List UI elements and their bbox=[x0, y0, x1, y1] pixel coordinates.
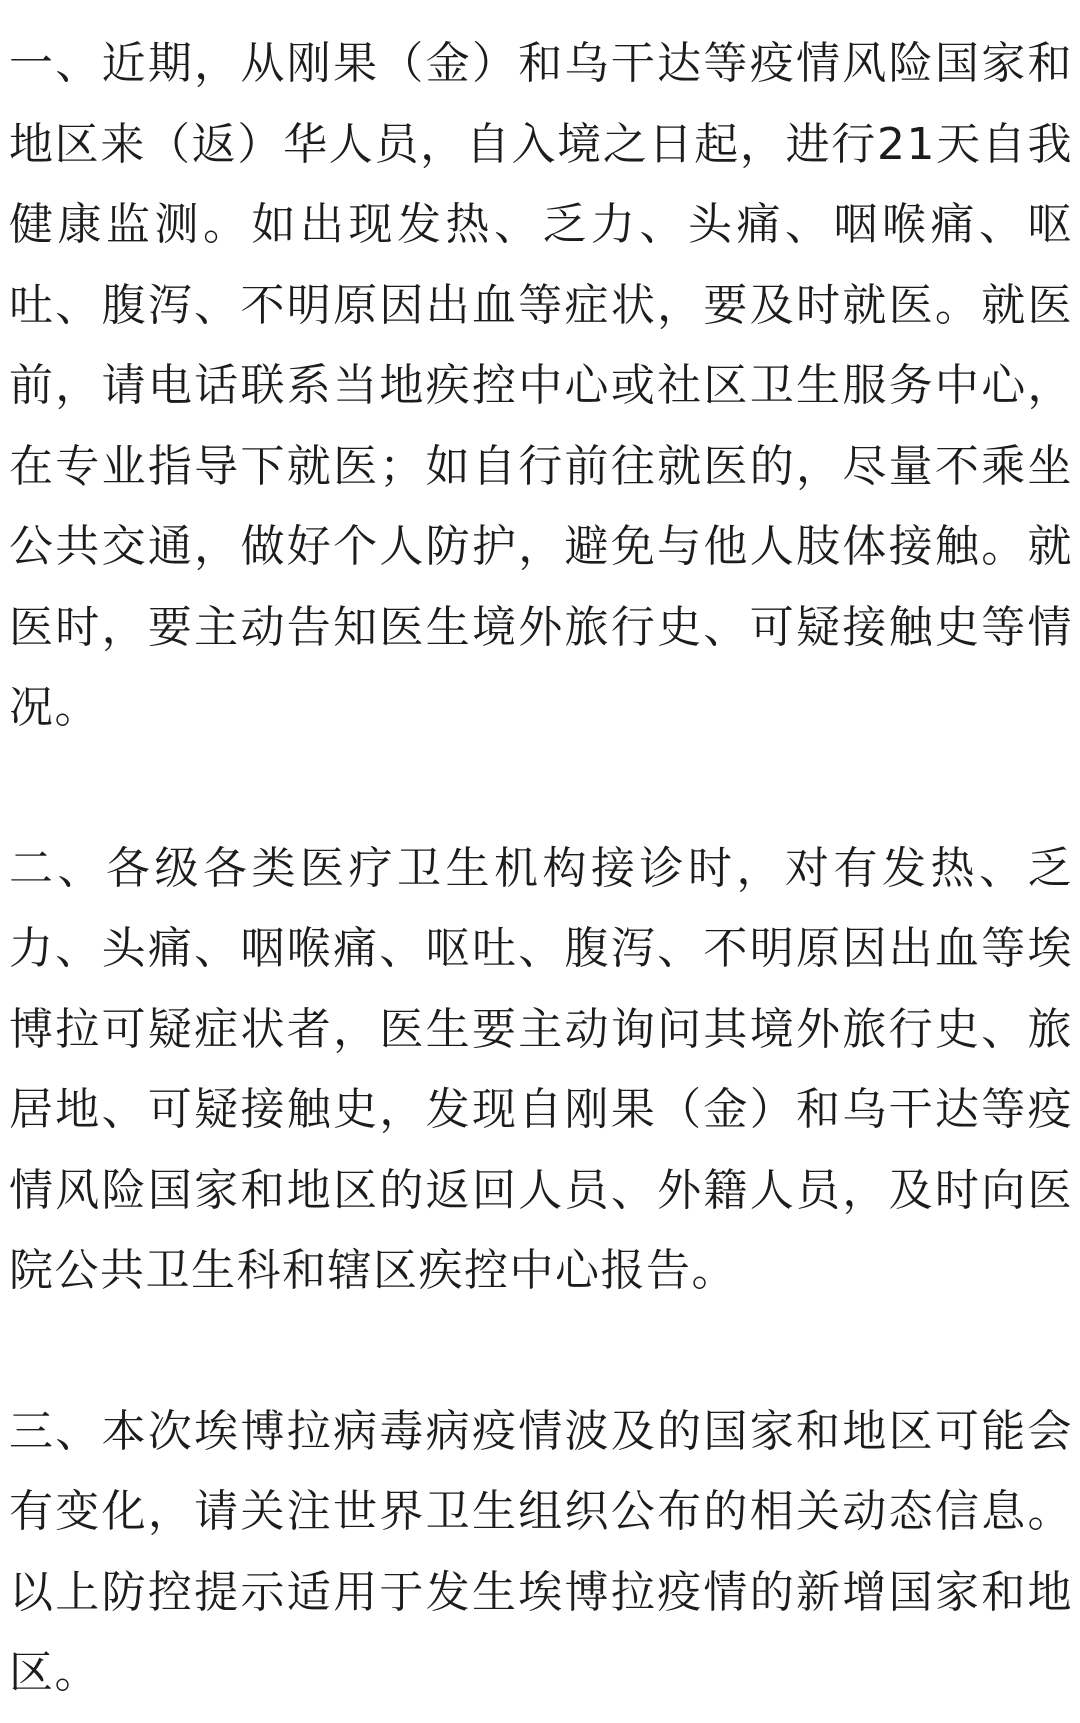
paragraph-1: 一、近期，从刚果（金）和乌干达等疫情风险国家和地区来（返）华人员，自入境之日起，进行21天自我健康监测。如出现发热、乏力、头痛、咽喉痛、呕吐、腹泻、不明原因出血等症状，要及时就医。就医前，请电话联系当地疾控中心或社区卫生服务中心，在专业指导下就医；如自行前往就医的，尽量不乘坐公共交通，做好个人防护，避免与他人肢体接触。就医时，要主动告知医生境外旅行史、可疑接触史等情况。 bbox=[9, 38, 1073, 733]
paragraph-3: 三、本次埃博拉病毒病疫情波及的国家和地区可能会有变化，请关注世界卫生组织公布的相关动态信息。以上防控提示适用于发生埃博拉疫情的新增国家和地区。 bbox=[9, 1405, 1073, 1698]
paragraph-2: 二、各级各类医疗卫生机构接诊时，对有发热、乏力、头痛、咽喉痛、呕吐、腹泻、不明原因出血等埃博拉可疑症状者，医生要主动询问其境外旅行史、旅居地、可疑接触史，发现自刚果（金）和乌干达等疫情风险国家和地区的返回人员、外籍人员，及时向医院公共卫生科和辖区疾控中心报告。 bbox=[9, 842, 1073, 1296]
